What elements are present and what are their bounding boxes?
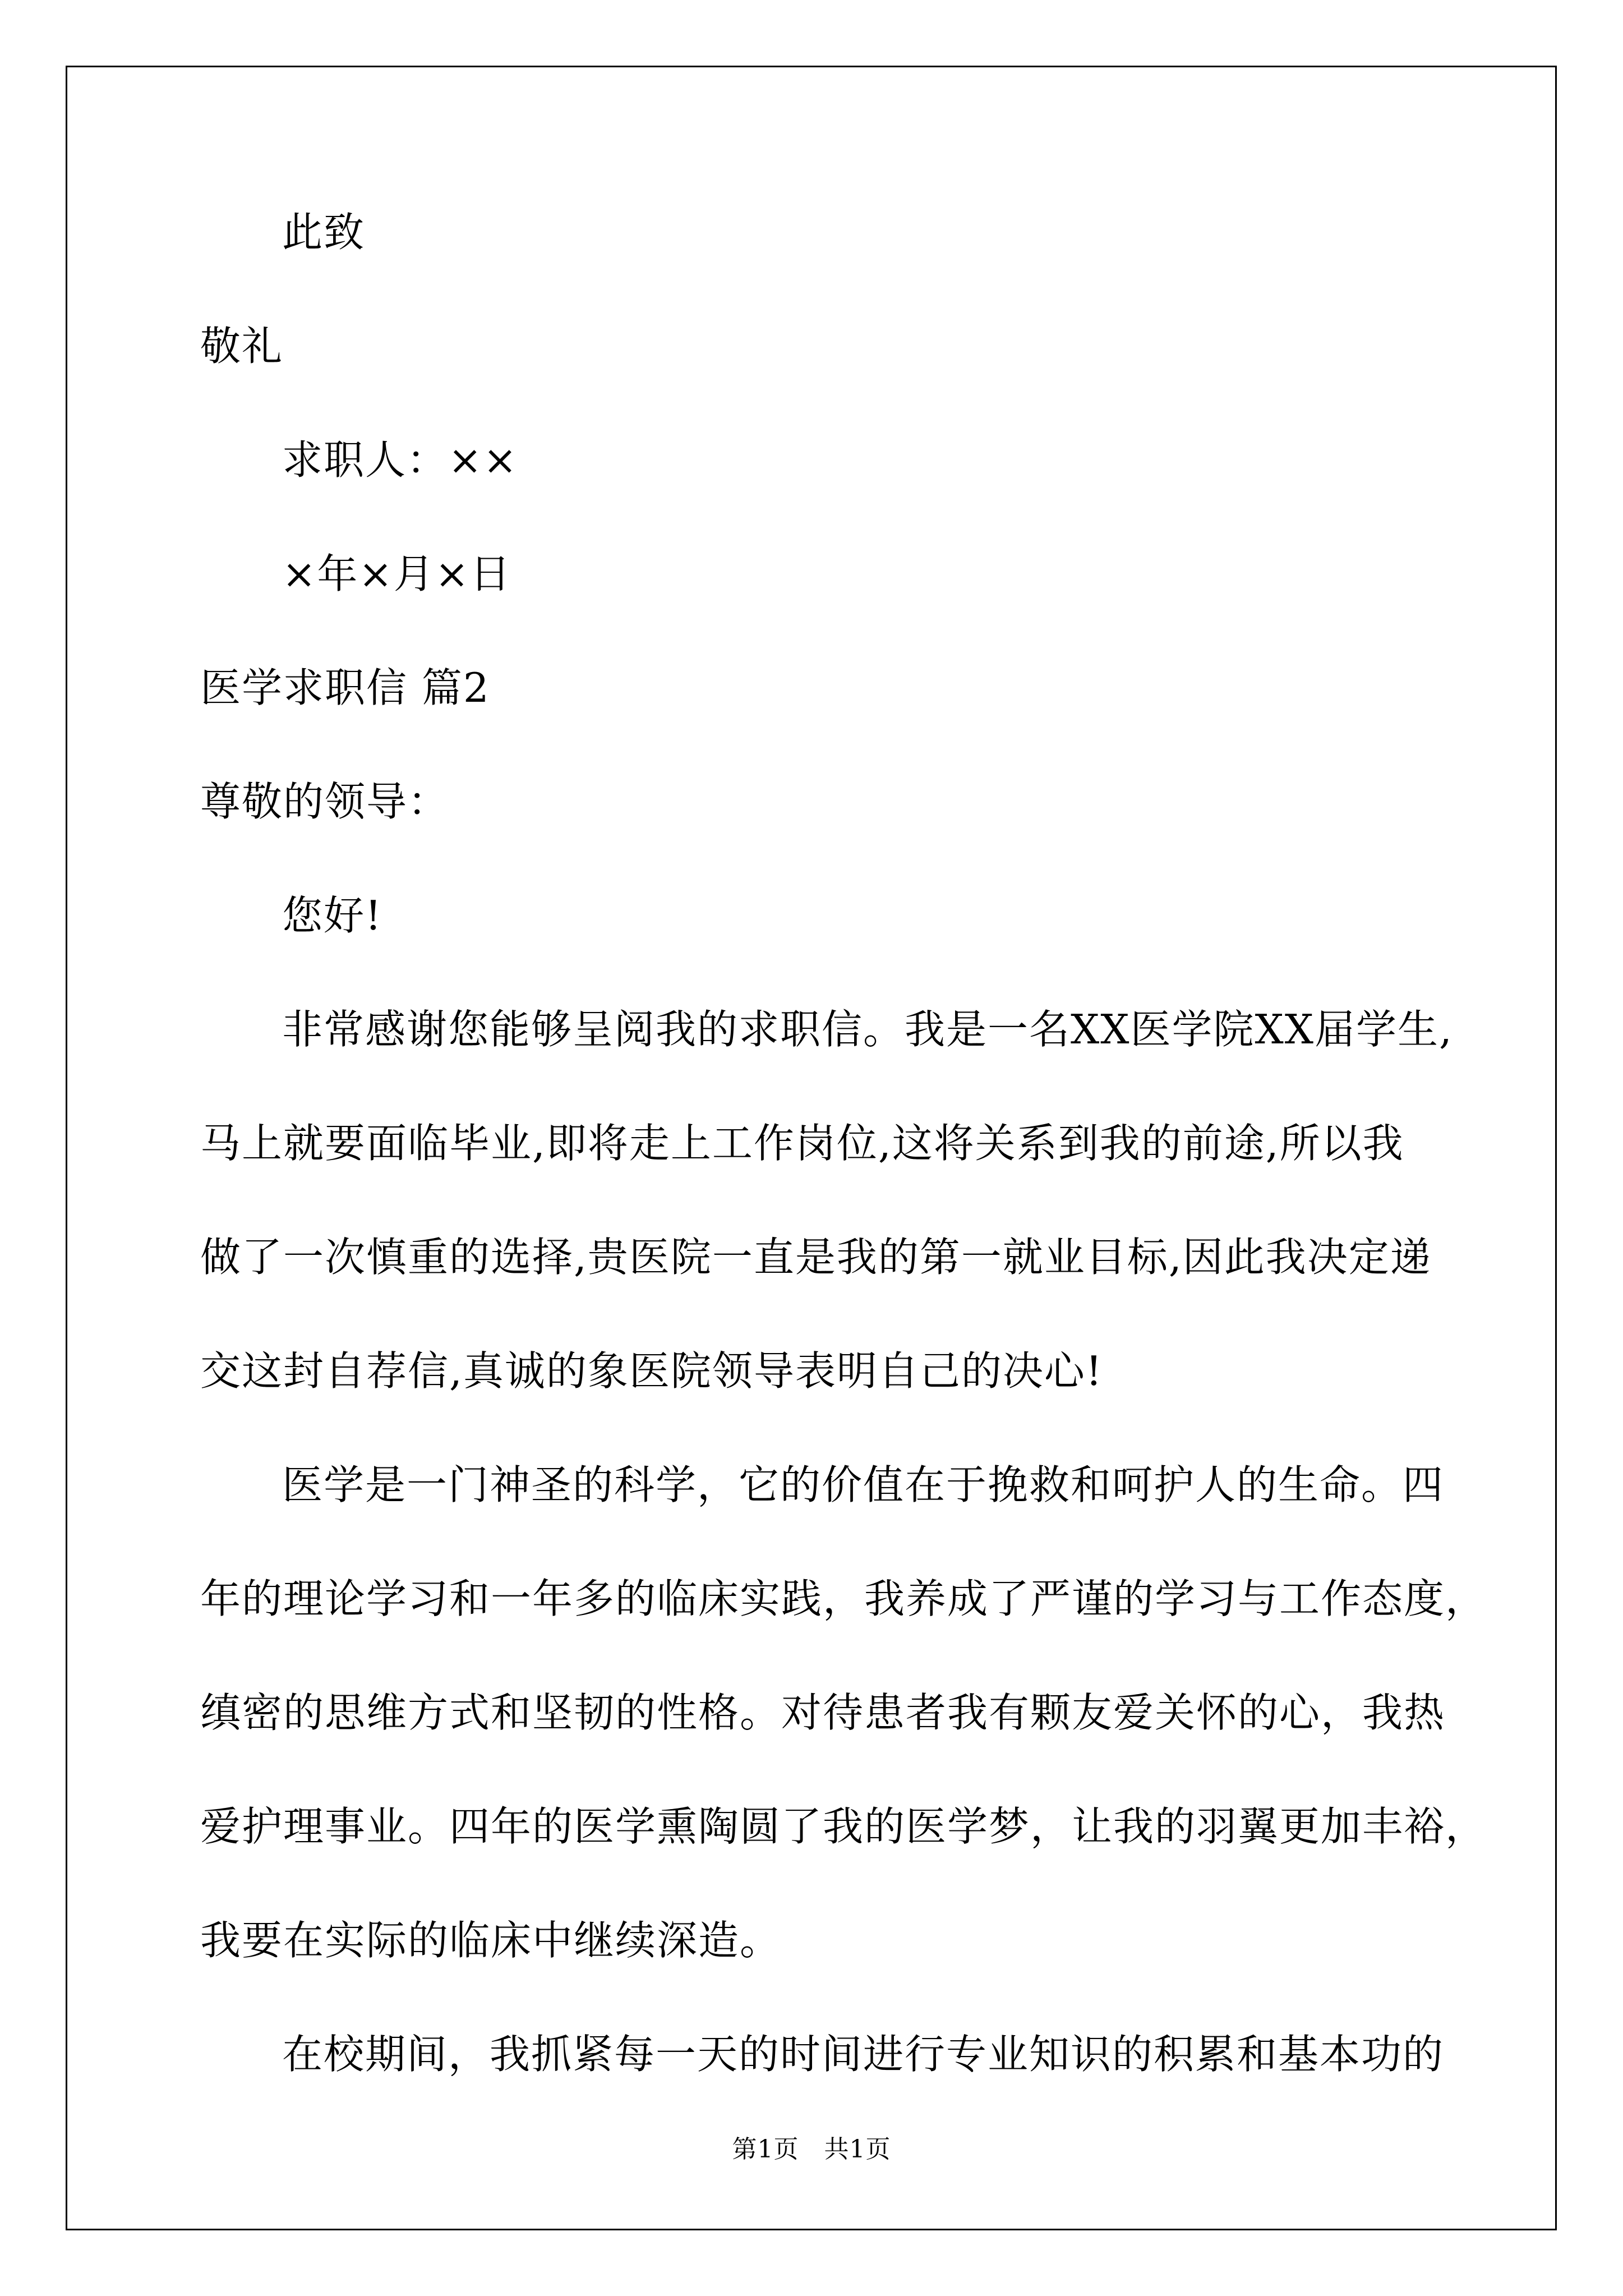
paragraph-line: 我要在实际的临床中继续深造。 (200, 1917, 782, 1964)
page-number-footer: 第1页 共1页 (732, 2135, 891, 2164)
section-title: 医学求职信 篇2 (200, 664, 490, 711)
paragraph-line: 在校期间，我抓紧每一天的时间进行专业知识的积累和基本功的 (282, 2031, 1445, 2078)
signature-line: 求职人：×× (282, 436, 518, 484)
paragraph-line: 交这封自荐信,真诚的象医院领导表明自己的决心! (200, 1347, 1103, 1395)
greeting-line: 尊敬的领导： (200, 778, 450, 825)
hello-line: 您好! (282, 892, 382, 939)
paragraph-line: 非常感谢您能够呈阅我的求职信。我是一名XX医学院XX届学生, (282, 1006, 1453, 1053)
date-line: ×年×月×日 (282, 550, 511, 597)
salutation-line: 敬礼 (200, 323, 284, 370)
paragraph-line: 做了一次慎重的选择,贵医院一直是我的第一就业目标,因此我决定递 (200, 1234, 1432, 1281)
closing-line: 此致 (282, 209, 366, 256)
paragraph-line: 马上就要面临毕业,即将走上工作岗位,这将关系到我的前途,所以我 (200, 1120, 1404, 1167)
paragraph-line: 缜密的思维方式和坚韧的性格。对待患者我有颗友爱关怀的心，我热 (200, 1689, 1446, 1736)
paragraph-line: 爱护理事业。四年的医学熏陶圆了我的医学梦，让我的羽翼更加丰裕， (200, 1803, 1487, 1850)
paragraph-line: 年的理论学习和一年多的临床实践，我养成了严谨的学习与工作态度， (200, 1575, 1487, 1622)
paragraph-line: 医学是一门神圣的科学，它的价值在于挽救和呵护人的生命。四 (282, 1461, 1445, 1508)
